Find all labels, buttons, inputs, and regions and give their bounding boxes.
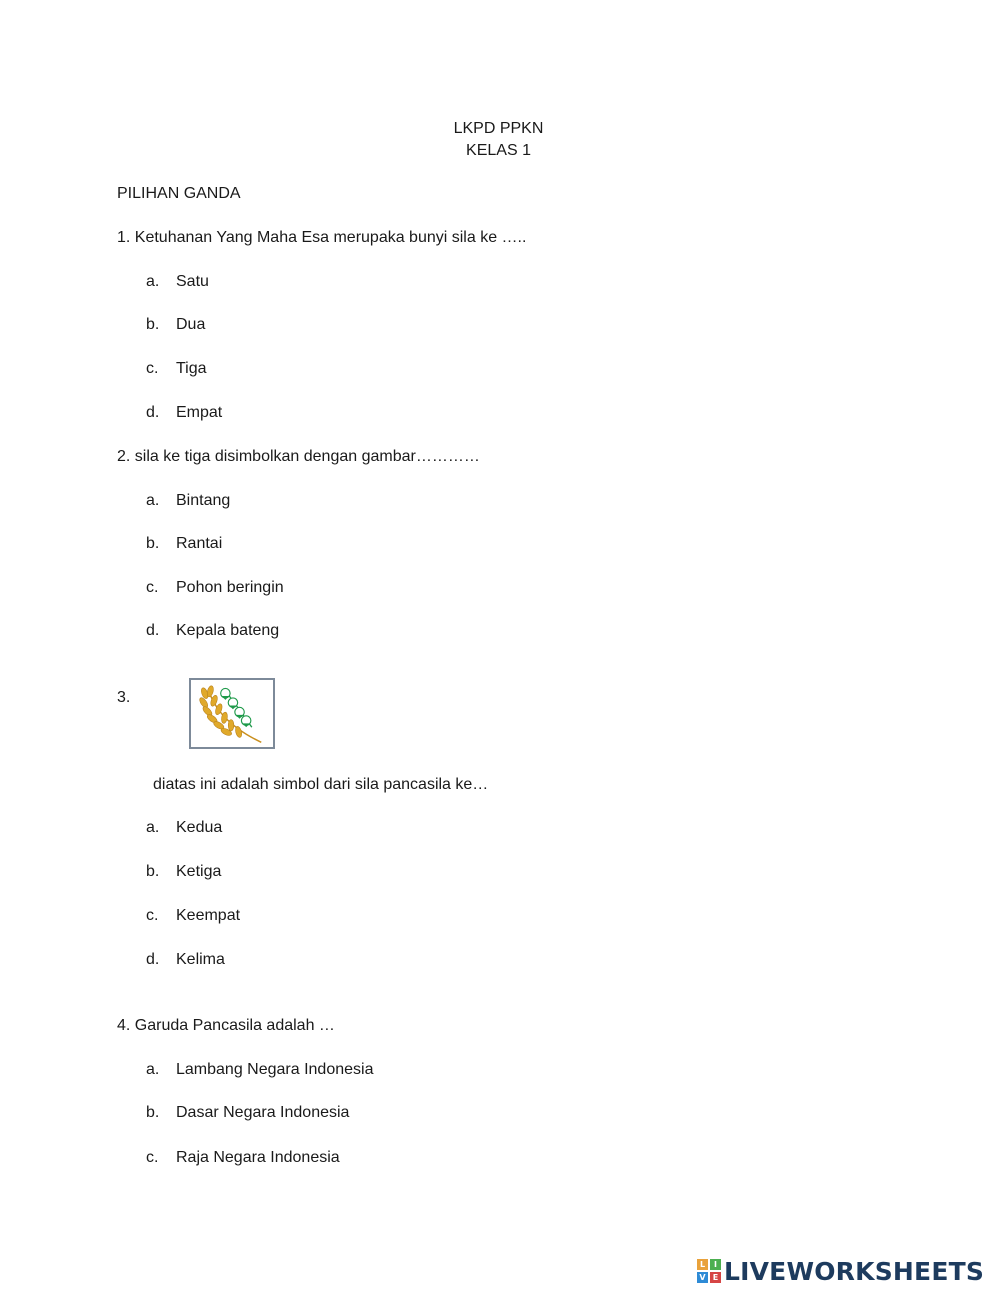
option-letter: d. [146,951,160,968]
logo-tile: L [697,1259,708,1270]
option-text: Empat [176,404,223,421]
padi-kapas-icon [191,680,273,747]
question-4-text: 4. Garuda Pancasila adalah … [117,1017,335,1034]
option-letter: a. [146,492,160,509]
question-3-number: 3. [117,689,131,706]
question-1-text: 1. Ketuhanan Yang Maha Esa merupaka bunyi sila ke ….. [117,229,527,246]
option-text: Dasar Negara Indonesia [176,1104,350,1121]
option-text: Satu [176,273,209,290]
liveworksheets-watermark[interactable] [697,1256,984,1286]
liveworksheets-logo-icon [697,1259,721,1283]
option-text: Dua [176,316,206,333]
section-title: PILIHAN GANDA [117,185,241,202]
option-text: Kedua [176,819,223,836]
option-letter: c. [146,360,159,377]
logo-tile: I [710,1259,721,1270]
option-text: Keempat [176,907,241,924]
option-letter: b. [146,535,160,552]
option-text: Tiga [176,360,207,377]
option-letter: d. [146,622,160,639]
option-letter: a. [146,1061,160,1078]
class-label: KELAS 1 [466,142,531,159]
logo-tile: V [697,1272,708,1283]
liveworksheets-text: LIVEWORKSHEETS [724,1256,985,1286]
option-letter: b. [146,316,160,333]
option-text: Pohon beringin [176,579,284,596]
option-letter: c. [146,907,159,924]
logo-tile: E [710,1272,721,1283]
option-text: Ketiga [176,863,222,880]
option-text: Kelima [176,951,225,968]
question-3-text: diatas ini adalah simbol dari sila pancasila ke… [153,776,489,793]
option-letter: b. [146,863,160,880]
option-letter: c. [146,1149,159,1166]
option-text: Kepala bateng [176,622,280,639]
worksheet-title: LKPD PPKN [453,120,544,137]
option-letter: d. [146,404,160,421]
question-2-text: 2. sila ke tiga disimbolkan dengan gambar………… [117,448,480,465]
option-text: Raja Negara Indonesia [176,1149,340,1166]
option-text: Bintang [176,492,231,509]
option-text: Lambang Negara Indonesia [176,1061,374,1078]
option-letter: a. [146,273,160,290]
padi-kapas-image [189,678,275,749]
option-letter: b. [146,1104,160,1121]
option-text: Rantai [176,535,223,552]
option-letter: a. [146,819,160,836]
option-letter: c. [146,579,159,596]
